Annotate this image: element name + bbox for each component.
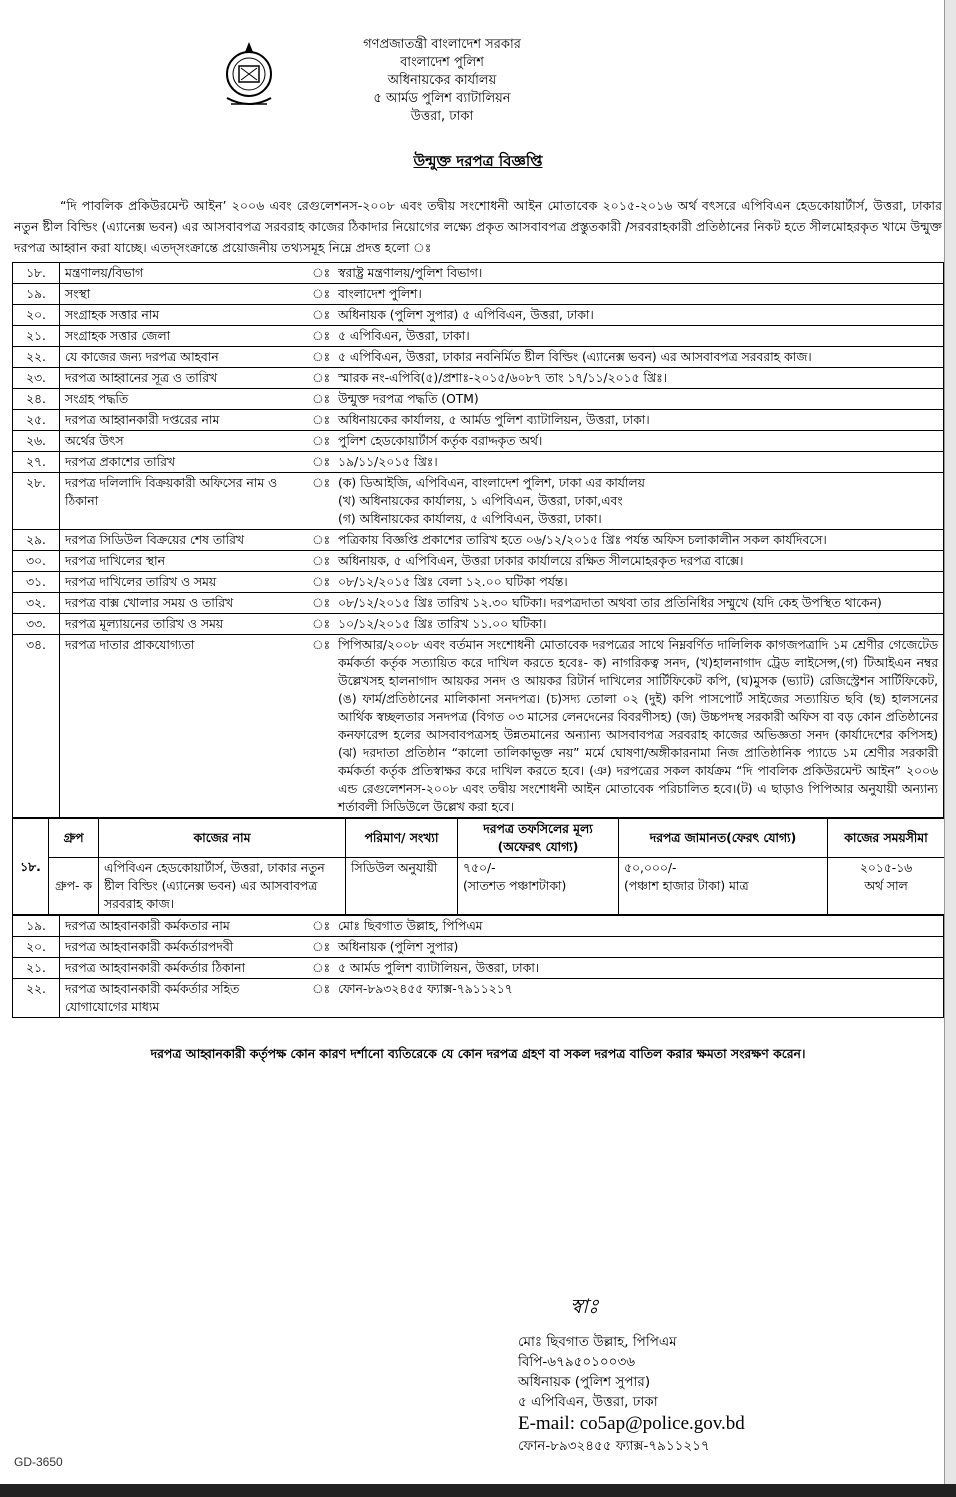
header-office: অধিনায়কের কার্যালয় <box>387 73 497 88</box>
header-location: উত্তরা, ঢাকা <box>410 109 474 124</box>
row-value: (ক) ডিআইজি, এপিবিএন, বাংলাদেশ পুলিশ, ঢাকা এর কার্যালয় (খ) অধিনায়কের কার্যালয়, ১ এপিবিএন, উত্তরা, ঢাকা,এবং (গ) অধিনায়কের কার্যালয়, ৫ এপিবিএন, উত্তরা, ঢাকা। <box>333 473 944 530</box>
row-value: উন্মুক্ত দরপত্র পদ্ধতি (OTM) <box>333 389 944 410</box>
cell-work: এপিবিএন হেডকোয়ার্টার্স, উত্তরা, ঢাকার নতুন ষ্টীল বিল্ডিং (এ্যানেক্স ভবন) এর আসবাবপত্র সরবরাহ কাজ। <box>99 858 346 915</box>
row-colon: ঃ <box>307 452 333 473</box>
info-row <box>13 452 944 473</box>
row-value: অধিনায়ক, ৫ এপিবিএন, উত্তরা ঢাকার কার্যালয়ে রক্ষিত সীলমোহরকৃত দরপত্র বাক্সে। <box>333 551 944 572</box>
header-police: বাংলাদেশ পুলিশ <box>400 55 484 70</box>
officer-row <box>13 979 944 1018</box>
row-colon: ঃ <box>307 368 333 389</box>
row-colon: ঃ <box>307 389 333 410</box>
row-label: সংগ্রাহক সত্তার নাম <box>60 305 308 326</box>
row-colon: ঃ <box>307 937 333 958</box>
row-number: ২৯. <box>13 530 60 551</box>
row-number: ১৯. <box>13 916 60 937</box>
group-table-header <box>13 819 945 858</box>
row-label: দরপত্র আহবানকারী কর্মকর্তার ঠিকানা <box>60 958 308 979</box>
row-label: সংগ্রাহক সত্তার জেলা <box>60 326 308 347</box>
row-label: সংগ্রহ পদ্ধতি <box>60 389 308 410</box>
row-number: ২৬. <box>13 431 60 452</box>
signature-block <box>518 1296 838 1456</box>
row-number: ২৩. <box>13 368 60 389</box>
row-number: ৩৩. <box>13 614 60 635</box>
scan-edge-bottom <box>0 1484 956 1497</box>
group-table-num: ১৮. <box>13 819 49 915</box>
row-number: ২৮. <box>13 473 60 530</box>
row-value: ১৯/১১/২০১৫ খ্রিঃ। <box>333 452 944 473</box>
row-label: দরপত্র আহ্বানকারী দপ্তরের নাম <box>60 410 308 431</box>
row-value: ১০/১২/২০১৫ খ্রিঃ তারিখ ১১.০০ ঘটিকা। <box>333 614 944 635</box>
row-value: পিপিআর/২০০৮ এবং বর্তমান সংশোধনী মোতাবেক দরপত্রের সাথে নিম্নবর্ণিত দালিলিক কাগজপত্রাদি ১ম শ্রেণীর গেজেটেড কর্মকর্তা কর্তৃক সত্যায়িত করে দাখিল করতে হবেঃ- ক) নাগরিকত্ব সনদ, (খ)হালনাগাদ ট্রেড লাইসেন্স,(গ) টিআইএন নম্বর উল্লেখসহ হালনাগাদ আয়কর সনদ ও আয়কর রিটার্ন দাখিলের সার্টিফিকেট কপি, (ঘ)মুসক (ভ্যাট) রেজিস্ট্রেশন সার্টিফিকেট,(ঙ) ফার্ম/প্রতিষ্ঠানের মালিকানা সনদপত্র। (চ)সদ্য তোলা ০২ (দুই) কপি পাসপোর্ট সাইজের সত্যায়িত ছবি (ছ) হালসনের আর্থিক স্বচ্ছলতার সনদপত্র (বিগত ০৩ মাসের লেনদেনের বিবরণীসহ) (জ) উচ্চপদস্থ সরকারী অফিস বা বড় কোন প্রতিষ্ঠানের কনফারেন্স হলের আসবাবপত্রসহ উন্নতমানের অন্যান্য আসবাবপত্র সরবরাহ কাজের অভিজ্ঞতা সনদ (কার্যাদেশের কপিসহ) (ঝ) দরদাতা প্রতিষ্ঠান “কালো তালিকাভূক্ত নয়” মর্মে ঘোষণা/অঙ্গীকারনামা নিজ প্রাতিষ্ঠানিক প্যাডে ১ম শ্রেণীর সরকারী কর্মকর্তা কর্তৃক প্রতিস্বাক্ষর করে দাখিল করতে হবে। (ঞ) দরপত্রের সকল কার্যক্রম “দি পাবলিক প্রকিউরমেন্ট আইন” ২০০৬ এন্ড রেগুলেশনস-২০০৮ এবং তদ্বীয় সংশোধনী আইন মোতাবেক পরিচালিত হবে।(ট) এ ছাড়াও পিপিআর অনুযায়ী অন্যান্য শর্তাবলী সিডিউলে উল্লেখ করা হবে। <box>333 635 944 818</box>
row-number: ৩৪. <box>13 635 60 818</box>
header-group: গ্রুপ <box>49 819 99 858</box>
info-row <box>13 368 944 389</box>
info-row <box>13 326 944 347</box>
row-number: ২৫. <box>13 410 60 431</box>
row-label: দরপত্র মূল্যায়নের তারিখ ও সময় <box>60 614 308 635</box>
info-row <box>13 284 944 305</box>
header-security: দরপত্র জামানত(ফেরৎ যোগ্য) <box>619 819 828 858</box>
row-label: দরপত্র আহবানকারী কর্মকতার নাম <box>60 916 308 937</box>
row-colon: ঃ <box>307 614 333 635</box>
gd-number: GD-3650 <box>14 1455 63 1469</box>
row-colon: ঃ <box>307 635 333 818</box>
government-seal-icon <box>217 38 281 114</box>
info-row <box>13 389 944 410</box>
row-number: ২২. <box>13 979 60 1018</box>
row-label: দরপত্র বাক্স খোলার সময় ও তারিখ <box>60 593 308 614</box>
row-value: পুলিশ হেডকোয়ার্টার্স কর্তৃক বরাদ্দকৃত অর্থ। <box>333 431 944 452</box>
row-colon: ঃ <box>307 473 333 530</box>
row-number: ১৯. <box>13 284 60 305</box>
info-row <box>13 347 944 368</box>
row-number: ৩০. <box>13 551 60 572</box>
header-duration: কাজের সময়সীমা <box>828 819 945 858</box>
info-row <box>13 614 944 635</box>
info-row <box>13 473 944 530</box>
info-row <box>13 410 944 431</box>
row-colon: ঃ <box>307 431 333 452</box>
cell-group: গ্রুপ- ক <box>49 858 99 915</box>
row-colon: ঃ <box>307 916 333 937</box>
row-colon: ঃ <box>307 263 333 284</box>
header-work-name: কাজের নাম <box>99 819 346 858</box>
row-label: দরপত্র আহ্বানের সূত্র ও তারিখ <box>60 368 308 389</box>
info-row <box>13 551 944 572</box>
intro-paragraph: “দি পাবলিক প্রকিউরমেন্ট আইন’ ২০০৬ এবং রেগুলেশনস-২০০৮ এবং তদ্বীয় সংশোধনী আইন মোতাবেক ২০১৫-২০১৬ অর্থ বৎসরে এপিবিএন হেডকোয়ার্টার্স, উত্তরা, ঢাকার নতুন ষ্টীল বিল্ডিং (এ্যানেক্স ভবন) এর আসবাবপত্র সরবরাহ কাজের ঠিকাদার নিয়োগের লক্ষ্যে প্রকৃত আসবাবপত্র প্রস্তুতকারী /সরবরাহকারী প্রতিষ্ঠানের নিকট হতে সীলমোহরকৃত খামে উন্মুক্ত দরপত্র আহ্বান করা যাচ্ছে। এতদ্‌সংক্রান্তে প্রয়োজনীয় তথ্যসমূহ নিম্নে প্রদত্ত হলো ঃ <box>14 198 942 255</box>
scan-edge-right <box>944 0 956 1497</box>
info-row <box>13 530 944 551</box>
signer-email: E-mail: co5ap@police.gov.bd <box>518 1413 745 1434</box>
row-label: মন্ত্রণালয়/বিভাগ <box>60 263 308 284</box>
header-price: দরপত্র তফসিলের মূল্য (অফেরৎ যোগ্য) <box>458 819 619 858</box>
row-number: ২২. <box>13 347 60 368</box>
row-label: দরপত্র দাতার প্রাকযোগ্যতা <box>60 635 308 818</box>
row-value: পত্রিকায় বিজ্ঞপ্তি প্রকাশের তারিখ হতে ০৬/১২/২০১৫ খ্রিঃ পর্যন্ত অফিস চলাকালীন সকল কার্যদিবসে। <box>333 530 944 551</box>
info-row <box>13 263 944 284</box>
row-label: সংস্থা <box>60 284 308 305</box>
row-colon: ঃ <box>307 979 333 1018</box>
row-number: ২১. <box>13 326 60 347</box>
signer-name: মোঃ ছিবগাত উল্লাহ, পিপিএম <box>518 1334 677 1350</box>
footnote: দরপত্র আহ্বানকারী কর্তৃপক্ষ কোন কারণ দর্শানো ব্যতিরেকে যে কোন দরপত্র গ্রহণ বা সকল দরপত্র বাতিল করার ক্ষমতা সংরক্ষণ করেন। <box>150 1046 806 1061</box>
row-value: ৫ আর্মড পুলিশ ব্যাটালিয়ন, উত্তরা, ঢাকা। <box>333 958 944 979</box>
group-table-row <box>13 858 945 915</box>
tender-info-table <box>12 262 944 818</box>
row-value: ০৮/১২/২০১৫ খ্রিঃ বেলা ১২.০০ ঘটিকা পর্যন্ত। <box>333 572 944 593</box>
signer-unit: ৫ এপিবিএন, উত্তরা, ঢাকা <box>518 1394 658 1410</box>
row-value: ৫ এপিবিএন, উত্তরা, ঢাকার নবনির্মিত ষ্টীল বিল্ডিং (এ্যানেক্স ভবন) এর আসবাবপত্র সরবরাহ কাজ। <box>333 347 944 368</box>
cell-duration: ২০১৫-১৬ অর্থ সাল <box>828 858 945 915</box>
header-government: গণপ্রজাতন্ত্রী বাংলাদেশ সরকার <box>363 37 521 52</box>
row-colon: ঃ <box>307 326 333 347</box>
signer-bp: বিপি-৬৭৯৫০১০০৩৬ <box>518 1354 635 1370</box>
cell-security: ৫০,০০০/- (পঞ্চাশ হাজার টাকা) মাত্র <box>619 858 828 915</box>
signer-phone: ফোন-৮৯৩২৪৫৫ ফ্যাক্স-৭৯১১২১৭ <box>518 1438 710 1454</box>
header-battalion: ৫ আর্মড পুলিশ ব্যাটালিয়ন <box>373 91 511 106</box>
row-number: ৩২. <box>13 593 60 614</box>
info-row <box>13 635 944 818</box>
row-colon: ঃ <box>307 572 333 593</box>
header-quantity: পরিমাণ/ সংখ্যা <box>346 819 458 858</box>
row-colon: ঃ <box>307 347 333 368</box>
row-number: ২১. <box>13 958 60 979</box>
officer-info-table <box>12 915 944 1018</box>
row-value: স্বরাষ্ট্র মন্ত্রণালয়/পুলিশ বিভাগ। <box>333 263 944 284</box>
row-colon: ঃ <box>307 958 333 979</box>
row-label: দরপত্র দাখিলের তারিখ ও সময় <box>60 572 308 593</box>
row-value: স্মারক নং-এপিবি(৫)/প্রশাঃ-২০১৫/৬০৮৭ তাং ১৭/১১/২০১৫ খ্রিঃ। <box>333 368 944 389</box>
row-number: ২৪. <box>13 389 60 410</box>
officer-row <box>13 958 944 979</box>
row-label: দরপত্র দাখিলের স্থান <box>60 551 308 572</box>
signer-designation: অধিনায়ক (পুলিশ সুপার) <box>518 1374 651 1390</box>
row-value: অধিনায়ক (পুলিশ সুপার) <box>333 937 944 958</box>
row-label: অর্থের উৎস <box>60 431 308 452</box>
row-value: ৫ এপিবিএন, উত্তরা, ঢাকা। <box>333 326 944 347</box>
row-value: বাংলাদেশ পুলিশ। <box>333 284 944 305</box>
row-value: মোঃ ছিবগাত উল্লাহ, পিপিএম <box>333 916 944 937</box>
row-colon: ঃ <box>307 305 333 326</box>
row-colon: ঃ <box>307 551 333 572</box>
row-label: দরপত্র দলিলাদি বিক্রয়কারী অফিসের নাম ও ঠিকানা <box>60 473 308 530</box>
row-number: ৩১. <box>13 572 60 593</box>
row-colon: ঃ <box>307 284 333 305</box>
officer-row <box>13 937 944 958</box>
row-colon: ঃ <box>307 410 333 431</box>
row-value: অধিনায়কের কার্যালয়, ৫ আর্মড পুলিশ ব্যাটালিয়ন, উত্তরা, ঢাকা। <box>333 410 944 431</box>
row-label: যে কাজের জন্য দরপত্র আহবান <box>60 347 308 368</box>
row-label: দরপত্র আহবানকারী কর্মকর্তার সহিত যোগাযোগের মাধ্যম <box>60 979 308 1018</box>
header-lines <box>292 36 592 126</box>
row-label: দরপত্র প্রকাশের তারিখ <box>60 452 308 473</box>
notice-title: উন্মুক্ত দরপত্র বিজ্ঞপ্তি <box>413 152 543 170</box>
notice-page <box>12 8 944 1066</box>
row-value: ফোন-৮৯৩২৪৫৫ ফ্যাক্স-৭৯১১২১৭ <box>333 979 944 1018</box>
row-number: ২৭. <box>13 452 60 473</box>
row-number: ১৮. <box>13 263 60 284</box>
row-number: ২০. <box>13 937 60 958</box>
letterhead <box>12 8 944 126</box>
info-row <box>13 305 944 326</box>
row-label: দরপত্র সিডিউল বিক্রয়ের শেষ তারিখ <box>60 530 308 551</box>
row-value: অধিনায়ক (পুলিশ সুপার) ৫ এপিবিএন, উত্তরা, ঢাকা। <box>333 305 944 326</box>
row-colon: ঃ <box>307 530 333 551</box>
signature-mark: স্বাঃ <box>570 1294 599 1318</box>
info-row <box>13 431 944 452</box>
row-colon: ঃ <box>307 593 333 614</box>
row-label: দরপত্র আহবানকারী কর্মকর্তারপদবী <box>60 937 308 958</box>
row-number: ২০. <box>13 305 60 326</box>
info-row <box>13 593 944 614</box>
info-row <box>13 572 944 593</box>
officer-row <box>13 916 944 937</box>
cell-quantity: সিডিউল অনুযায়ী <box>346 858 458 915</box>
group-table <box>12 818 945 915</box>
row-value: ০৮/১২/২০১৫ খ্রিঃ তারিখ ১২.৩০ ঘটিকা। দরপত্রদাতা অথবা তার প্রতিনিধির সম্মুখে (যদি কেহ উপস্থিত থাকেন) <box>333 593 944 614</box>
cell-price: ৭৫০/- (সাতশত পঞ্চাশটাকা) <box>458 858 619 915</box>
